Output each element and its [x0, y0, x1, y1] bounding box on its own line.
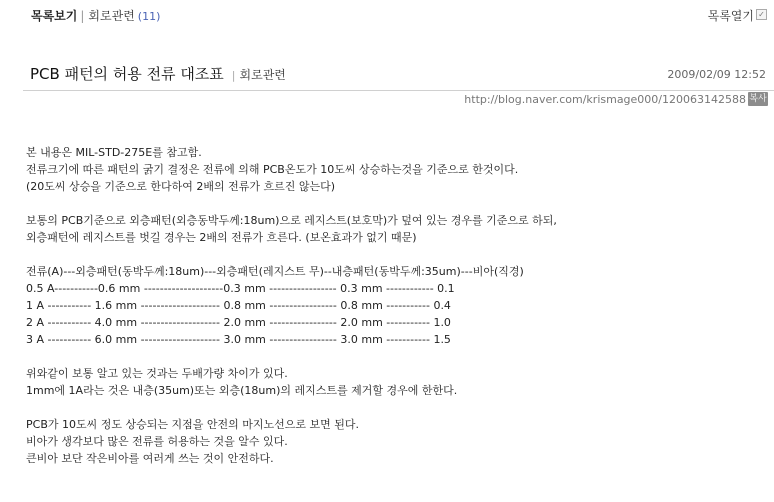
category-link[interactable]: 회로관련: [88, 9, 135, 23]
post-count[interactable]: (11): [137, 10, 161, 23]
header-divider: [23, 90, 774, 91]
list-view-link[interactable]: [31, 7, 160, 24]
body-line: 전류크기에 따른 패턴의 굵기 결정은 전류에 의해 PCB온도가 10도씨 상승하는것을 기준으로 한것이다.: [26, 163, 519, 176]
body-line: 1mm에 1A라는 것은 내층(35um)또는 외층(18um)의 레지스트를 제거할 경우에 한한다.: [26, 384, 458, 397]
open-list-checkbox-icon[interactable]: ✓: [756, 9, 767, 20]
body-line: 큰비아 보단 작은비아를 여러게 쓰는 것이 안전하다.: [26, 452, 274, 465]
table-row: 3 A ----------- 6.0 mm -------------------- 3.0 mm ----------------- 3.0 mm ----------- 1.5: [26, 333, 451, 346]
open-list-button[interactable]: 목록열기: [707, 9, 754, 23]
body-line: 보통의 PCB기준으로 외층패턴(외층동박두께:18um)으로 레지스트(보호막)가 덮여 있는 경우를 기준으로 하되,: [26, 214, 557, 227]
body-line: 비아가 생각보다 많은 전류를 허용하는 것을 알수 있다.: [26, 435, 288, 448]
body-line: 위와같이 보통 알고 있는 것과는 두배가량 차이가 있다.: [26, 367, 288, 380]
body-line: 본 내용은 MIL-STD-275E를 참고함.: [26, 146, 202, 159]
separator: |: [80, 9, 85, 23]
top-bar: [0, 0, 774, 28]
post-header: [30, 63, 286, 84]
body-line: (20도씨 상승을 기준으로 한다하여 2배의 전류가 흐르진 않는다): [26, 180, 336, 193]
table-row: 0.5 A-----------0.6 mm --------------------0.3 mm ----------------- 0.3 mm ------------ 0.1: [26, 282, 455, 295]
table-row: 2 A ----------- 4.0 mm -------------------- 2.0 mm ----------------- 2.0 mm ----------- 1.0: [26, 316, 451, 329]
copy-url-button[interactable]: 복사: [749, 94, 767, 104]
post-category-link[interactable]: 회로관련: [239, 68, 286, 82]
table-header: 전류(A)---외층패턴(동박두께:18um)---외층패턴(레지스트 무)--내층패턴(동박두께:35um)---비아(직경): [26, 265, 524, 278]
post-body: [26, 144, 766, 467]
list-view-label[interactable]: 목록보기: [31, 9, 78, 23]
post-title: PCB 패턴의 허용 전류 대조표: [30, 65, 224, 83]
title-separator: |: [231, 69, 236, 82]
post-date: 2009/02/09 12:52: [667, 68, 766, 81]
post-permalink[interactable]: http://blog.naver.com/krismage000/120063142588: [464, 93, 746, 106]
table-row: 1 A ----------- 1.6 mm -------------------- 0.8 mm ----------------- 0.8 mm ----------- 0.4: [26, 299, 451, 312]
body-line: PCB가 10도씨 정도 상승되는 지점을 안전의 마지노선으로 보면 된다.: [26, 418, 359, 431]
body-line: 외층패턴에 레지스트를 벗길 경우는 2배의 전류가 흐른다. (보온효과가 없기 때문): [26, 231, 417, 244]
